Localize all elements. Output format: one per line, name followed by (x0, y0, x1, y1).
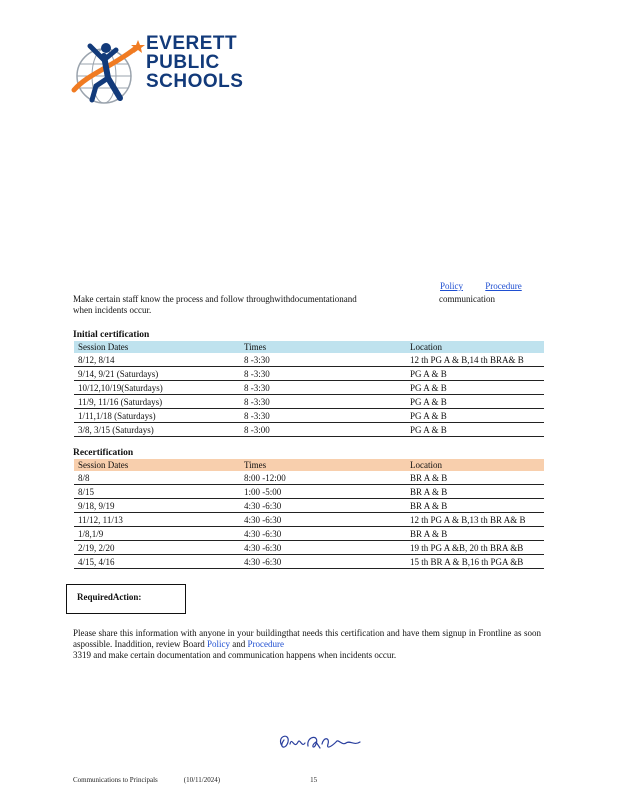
location-cell: PG A & B (406, 381, 544, 395)
table-header-row (74, 341, 544, 353)
footer-date: (10/11/2024) (183, 776, 221, 784)
table-row (74, 513, 544, 527)
location-cell: BR A & B (406, 485, 544, 499)
intro-line-2: when incidents occur. (73, 305, 152, 315)
location-cell: BR A & B (406, 527, 544, 541)
closing-and: and (232, 639, 246, 649)
table-row (74, 527, 544, 541)
times-cell: 8 -3:30 (240, 353, 406, 367)
location-cell: PG A & B (406, 395, 544, 409)
closing-text-1: Please share this information with anyone in your buildingthat needs this certification and have them signup in Frontline as soon aspossible. Inaddition, review Board (73, 628, 541, 649)
location-cell: PG A & B (406, 367, 544, 381)
session-dates-cell: 2/19, 2/20 (74, 541, 240, 555)
times-cell: 4:30 -6:30 (240, 527, 406, 541)
times-cell: 8 -3:30 (240, 367, 406, 381)
location-cell: 15 th BR A & B,16 th PGA &B (406, 555, 544, 569)
session-dates-cell: 3/8, 3/15 (Saturdays) (74, 423, 240, 437)
session-dates-cell: 9/14, 9/21 (Saturdays) (74, 367, 240, 381)
required-action-box (66, 584, 186, 614)
closing-policy-link[interactable]: Policy (206, 639, 230, 649)
district-logo (70, 34, 260, 114)
table-row (74, 409, 544, 423)
table-row (74, 485, 544, 499)
procedure-link[interactable]: Procedure (485, 281, 522, 291)
table-row (74, 499, 544, 513)
table-row (74, 367, 544, 381)
policy-link[interactable]: Policy (440, 281, 464, 291)
session-dates-cell: 8/15 (74, 485, 240, 499)
times-cell: 1:00 -5:00 (240, 485, 406, 499)
session-dates-cell: 1/11,1/18 (Saturdays) (74, 409, 240, 423)
times-cell: 4:30 -6:30 (240, 555, 406, 569)
column-header-location: Location (406, 459, 544, 471)
intro-text (73, 294, 543, 316)
logo-line-2: PUBLIC (146, 52, 220, 73)
table-row (74, 555, 544, 569)
table-row (74, 541, 544, 555)
logo-line-1: EVERETT (146, 33, 238, 54)
table-row (74, 471, 544, 485)
times-cell: 4:30 -6:30 (240, 513, 406, 527)
runner-globe-icon (70, 34, 146, 110)
column-header-times: Times (240, 459, 406, 471)
initial-certification-title: Initial certification (73, 330, 150, 340)
table-header-row (74, 459, 544, 471)
session-dates-cell: 11/9, 11/16 (Saturdays) (74, 395, 240, 409)
column-header-location: Location (406, 341, 544, 353)
location-cell: BR A & B (406, 499, 544, 513)
table-row (74, 381, 544, 395)
location-cell: BR A & B (406, 471, 544, 485)
column-header-times: Times (240, 341, 406, 353)
times-cell: 8:00 -12:00 (240, 471, 406, 485)
logo-wordmark (146, 34, 261, 91)
required-action-label: RequiredAction: (77, 592, 142, 602)
times-cell: 8 -3:00 (240, 423, 406, 437)
signature-image (272, 728, 362, 756)
times-cell: 4:30 -6:30 (240, 541, 406, 555)
location-cell: 19 th PG A &B, 20 th BRA &B (406, 541, 544, 555)
page-number: 15 (310, 776, 318, 784)
column-header-session-dates: Session Dates (74, 459, 240, 471)
times-cell: 8 -3:30 (240, 409, 406, 423)
closing-text-2: 3319 and make certain documentation and communication happens when incidents occur. (73, 650, 397, 660)
session-dates-cell: 4/15, 4/16 (74, 555, 240, 569)
intro-line-1b: communication (439, 294, 495, 304)
session-dates-cell: 10/12,10/19(Saturdays) (74, 381, 240, 395)
logo-line-3: SCHOOLS (146, 71, 244, 92)
table-row (74, 395, 544, 409)
intro-line-1a: Make certain staff know the process and follow throughwithdocumentationand (73, 294, 357, 304)
footer-title: Communications to Principals (73, 776, 158, 784)
closing-paragraph (73, 628, 541, 661)
location-cell: 12 th PG A & B,13 th BR A& B (406, 513, 544, 527)
closing-procedure-link[interactable]: Procedure (247, 639, 284, 649)
session-dates-cell: 1/8,1/9 (74, 527, 240, 541)
recertification-table (74, 459, 544, 569)
recertification-title: Recertification (73, 448, 134, 458)
table-row (74, 423, 544, 437)
session-dates-cell: 8/12, 8/14 (74, 353, 240, 367)
location-cell: 12 th PG A & B,14 th BRA& B (406, 353, 544, 367)
location-cell: PG A & B (406, 423, 544, 437)
session-dates-cell: 8/8 (74, 471, 240, 485)
session-dates-cell: 11/12, 11/13 (74, 513, 240, 527)
location-cell: PG A & B (406, 409, 544, 423)
times-cell: 8 -3:30 (240, 395, 406, 409)
session-dates-cell: 9/18, 9/19 (74, 499, 240, 513)
column-header-session-dates: Session Dates (74, 341, 240, 353)
times-cell: 4:30 -6:30 (240, 499, 406, 513)
initial-certification-table (74, 341, 544, 437)
table-row (74, 353, 544, 367)
times-cell: 8 -3:30 (240, 381, 406, 395)
page-footer (73, 776, 317, 784)
policy-links (440, 281, 542, 291)
